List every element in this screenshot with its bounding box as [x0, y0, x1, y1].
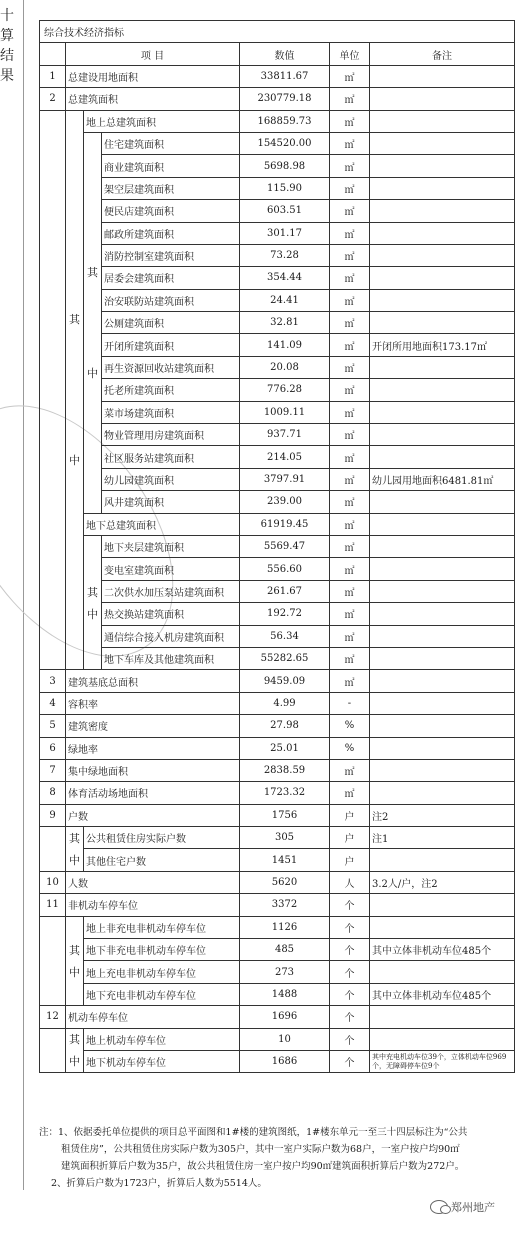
row-name: 绿地率: [66, 737, 240, 759]
row-value: 239.00: [240, 491, 330, 513]
row-unit: ㎡: [330, 468, 370, 490]
table-row: [40, 177, 515, 199]
row-value: 10: [240, 1028, 330, 1050]
row-number-blank: [40, 110, 66, 670]
row-name: 幼儿园建筑面积: [102, 468, 240, 490]
row-value: 25.01: [240, 737, 330, 759]
row-remark: [370, 267, 515, 289]
table-row: [40, 401, 515, 423]
row-unit: ㎡: [330, 580, 370, 602]
note-line: 2、折算后户数为1723户，折算后人数为5514人。: [51, 1178, 267, 1189]
row-number-blank: [40, 1028, 66, 1073]
table-row: [40, 155, 515, 177]
row-value: 141.09: [240, 334, 330, 356]
table-row: [40, 939, 515, 961]
row-remark: [370, 558, 515, 580]
row-remark: [370, 424, 515, 446]
row-unit: ㎡: [330, 424, 370, 446]
row-remark: [370, 88, 515, 110]
row-value: 27.98: [240, 715, 330, 737]
row-name: 二次供水加压泵站建筑面积: [102, 580, 240, 602]
table-row: [40, 1050, 515, 1072]
row-number: 5: [40, 715, 66, 737]
row-name: 消防控制室建筑面积: [102, 244, 240, 266]
row-unit: %: [330, 737, 370, 759]
table-row: [40, 312, 515, 334]
row-number: 3: [40, 670, 66, 692]
row-remark: 开闭所用地面积173.17㎡: [370, 334, 515, 356]
table-row: [40, 200, 515, 222]
row-unit: ㎡: [330, 625, 370, 647]
row-value: 61919.45: [240, 513, 330, 535]
table-row: [40, 424, 515, 446]
row-remark: [370, 244, 515, 266]
row-remark: [370, 379, 515, 401]
row-unit: ㎡: [330, 558, 370, 580]
row-remark: [370, 849, 515, 871]
row-number: 2: [40, 88, 66, 110]
row-remark: [370, 1006, 515, 1028]
row-value: 1488: [240, 983, 330, 1005]
row-name: 社区服务站建筑面积: [102, 446, 240, 468]
table-row: [40, 132, 515, 154]
header-remark: 备注: [370, 43, 515, 65]
row-value: 2838.59: [240, 759, 330, 781]
row-remark: 3.2人/户，注2: [370, 871, 515, 893]
row-value: 56.34: [240, 625, 330, 647]
row-unit: ㎡: [330, 401, 370, 423]
group-label-zhong: 中: [87, 367, 98, 381]
row-value: 3797.91: [240, 468, 330, 490]
table-row: [40, 894, 515, 916]
row-name: 地下总建筑面积: [84, 513, 240, 535]
row-remark: [370, 916, 515, 938]
table-row: [40, 65, 515, 87]
row-number: 6: [40, 737, 66, 759]
table-row: [40, 625, 515, 647]
row-name: 托老所建筑面积: [102, 379, 240, 401]
row-unit: ㎡: [330, 356, 370, 378]
row-remark: [370, 1028, 515, 1050]
row-name: 人数: [66, 871, 240, 893]
row-value: 273: [240, 961, 330, 983]
row-value: 73.28: [240, 244, 330, 266]
row-remark: [370, 446, 515, 468]
row-remark: [370, 625, 515, 647]
row-name: 机动车停车位: [66, 1006, 240, 1028]
group-label-qi: 其: [69, 831, 80, 845]
row-value: 9459.09: [240, 670, 330, 692]
row-value: 5698.98: [240, 155, 330, 177]
row-unit: 个: [330, 894, 370, 916]
table-row: [40, 849, 515, 871]
wechat-icon: [430, 1200, 448, 1214]
row-unit: 户: [330, 849, 370, 871]
row-name: 地下非充电非机动车停车位: [84, 939, 240, 961]
row-unit: -: [330, 692, 370, 714]
row-remark: [370, 647, 515, 669]
row-unit: ㎡: [330, 312, 370, 334]
row-value: 32.81: [240, 312, 330, 334]
row-unit: ㎡: [330, 513, 370, 535]
row-value: 5620: [240, 871, 330, 893]
side-char: 果: [0, 68, 14, 84]
table-row: [40, 110, 515, 132]
row-value: 556.60: [240, 558, 330, 580]
row-remark: [370, 670, 515, 692]
row-value: 5569.47: [240, 535, 330, 557]
table-row: [40, 513, 515, 535]
row-unit: 个: [330, 1028, 370, 1050]
row-unit: ㎡: [330, 759, 370, 781]
row-value: 305: [240, 827, 330, 849]
row-remark: 其中充电机动车位39个，立体机动车位969个，无障碍停车位9个: [370, 1050, 515, 1072]
row-name: 物业管理用房建筑面积: [102, 424, 240, 446]
side-char: 十: [0, 8, 14, 24]
row-name: 地下机动车停车位: [84, 1050, 240, 1072]
table-row: [40, 871, 515, 893]
row-value: 214.05: [240, 446, 330, 468]
row-value: 1451: [240, 849, 330, 871]
row-value: 55282.65: [240, 647, 330, 669]
table-row: [40, 603, 515, 625]
row-name: 通信综合接入机房建筑面积: [102, 625, 240, 647]
row-number: 9: [40, 804, 66, 826]
row-value: 115.90: [240, 177, 330, 199]
header-unit: 单位: [330, 43, 370, 65]
row-value: 230779.18: [240, 88, 330, 110]
row-remark: [370, 401, 515, 423]
row-value: 485: [240, 939, 330, 961]
notes-prefix: 注：: [39, 1127, 59, 1138]
header-row: [40, 43, 515, 65]
row-value: 20.08: [240, 356, 330, 378]
table-row: [40, 244, 515, 266]
row-name: 其他住宅户数: [84, 849, 240, 871]
row-unit: %: [330, 715, 370, 737]
logo-text: 郑州地产: [451, 1201, 495, 1214]
row-remark: 注1: [370, 827, 515, 849]
row-name: 变电室建筑面积: [102, 558, 240, 580]
row-name: 再生资源回收站建筑面积: [102, 356, 240, 378]
table-row: [40, 737, 515, 759]
group-label: [66, 916, 84, 1006]
row-name: 邮政所建筑面积: [102, 222, 240, 244]
row-name: 架空层建筑面积: [102, 177, 240, 199]
table-row: [40, 558, 515, 580]
row-value: 154520.00: [240, 132, 330, 154]
row-unit: ㎡: [330, 177, 370, 199]
row-name: 居委会建筑面积: [102, 267, 240, 289]
row-value: 168859.73: [240, 110, 330, 132]
row-name: 建筑密度: [66, 715, 240, 737]
side-characters: [0, 8, 14, 84]
row-value: 1756: [240, 804, 330, 826]
group-label-zhong: 中: [69, 853, 80, 867]
group-label: [84, 132, 102, 513]
note-line: 1、依据委托单位提供的项目总平面图和1#楼的建筑图纸，1#楼东单元一至三十四层标注为“公共: [58, 1127, 468, 1138]
row-name: 非机动车停车位: [66, 894, 240, 916]
table-row: [40, 491, 515, 513]
row-value: 1009.11: [240, 401, 330, 423]
group-label-qi: 其: [69, 1033, 80, 1047]
notes-block: [39, 1124, 517, 1192]
row-remark: [370, 692, 515, 714]
row-remark: [370, 759, 515, 781]
row-number: 10: [40, 871, 66, 893]
row-value: 192.72: [240, 603, 330, 625]
group-label-zhong: 中: [87, 607, 98, 621]
row-remark: [370, 177, 515, 199]
row-unit: ㎡: [330, 155, 370, 177]
row-name: 地下充电非机动车停车位: [84, 983, 240, 1005]
row-remark: [370, 110, 515, 132]
row-name: 热交换站建筑面积: [102, 603, 240, 625]
row-remark: [370, 356, 515, 378]
row-unit: ㎡: [330, 200, 370, 222]
row-value: 1696: [240, 1006, 330, 1028]
row-remark: 其中立体非机动车位485个: [370, 983, 515, 1005]
row-unit: 个: [330, 1050, 370, 1072]
row-name: 开闭所建筑面积: [102, 334, 240, 356]
row-remark: [370, 737, 515, 759]
row-name: 地下夹层建筑面积: [102, 535, 240, 557]
row-remark: [370, 782, 515, 804]
table-row: [40, 983, 515, 1005]
row-name: 公厕建筑面积: [102, 312, 240, 334]
row-number-blank: [40, 827, 66, 872]
group-label-qi: 其: [69, 313, 80, 327]
group-label-zhong: 中: [69, 1055, 80, 1069]
table-row: [40, 535, 515, 557]
row-number: 1: [40, 65, 66, 87]
row-remark: [370, 715, 515, 737]
row-remark: [370, 535, 515, 557]
table-row: [40, 647, 515, 669]
row-unit: 个: [330, 939, 370, 961]
row-name: 地上机动车停车位: [84, 1028, 240, 1050]
row-name: 建筑基底总面积: [66, 670, 240, 692]
group-label: [84, 535, 102, 669]
row-value: 3372: [240, 894, 330, 916]
table-row: [40, 289, 515, 311]
row-unit: ㎡: [330, 782, 370, 804]
economic-indicators-table: [39, 20, 515, 1073]
group-label: [66, 1028, 84, 1073]
row-name: 便民店建筑面积: [102, 200, 240, 222]
row-unit: ㎡: [330, 132, 370, 154]
row-remark: 其中立体非机动车位485个: [370, 939, 515, 961]
row-value: 24.41: [240, 289, 330, 311]
group-label-qi: 其: [87, 585, 98, 599]
row-value: 1686: [240, 1050, 330, 1072]
row-name: 菜市场建筑面积: [102, 401, 240, 423]
group-label-qi: 其: [87, 266, 98, 280]
note-line: 建筑面积折算后户数为35户，故公共租赁住房一室户按户均90㎡建筑面积折算后户数为272户。: [61, 1161, 465, 1172]
row-unit: 户: [330, 804, 370, 826]
row-remark: [370, 155, 515, 177]
row-value: 301.17: [240, 222, 330, 244]
row-name: 住宅建筑面积: [102, 132, 240, 154]
table-row: [40, 827, 515, 849]
row-number: 11: [40, 894, 66, 916]
row-remark: [370, 894, 515, 916]
row-name: 总建设用地面积: [66, 65, 240, 87]
table-row: [40, 334, 515, 356]
table-caption: 综合技术经济指标: [40, 21, 515, 43]
row-name: 总建筑面积: [66, 88, 240, 110]
table-row: [40, 88, 515, 110]
row-remark: [370, 222, 515, 244]
row-unit: ㎡: [330, 88, 370, 110]
table-row: [40, 961, 515, 983]
row-unit: ㎡: [330, 267, 370, 289]
row-unit: ㎡: [330, 222, 370, 244]
row-unit: 个: [330, 961, 370, 983]
row-unit: ㎡: [330, 244, 370, 266]
header-item: 项 目: [66, 43, 240, 65]
row-remark: [370, 289, 515, 311]
table-row: [40, 804, 515, 826]
table-row: [40, 692, 515, 714]
row-value: 33811.67: [240, 65, 330, 87]
row-name: 地上非充电非机动车停车位: [84, 916, 240, 938]
header-value: 数值: [240, 43, 330, 65]
row-number: 8: [40, 782, 66, 804]
page-divider: [23, 0, 24, 1190]
row-value: 261.67: [240, 580, 330, 602]
table-row: [40, 1028, 515, 1050]
table-row: [40, 468, 515, 490]
table-row: [40, 916, 515, 938]
row-name: 治安联防站建筑面积: [102, 289, 240, 311]
row-number: 7: [40, 759, 66, 781]
row-name: 户数: [66, 804, 240, 826]
side-char: 算: [0, 28, 14, 44]
row-value: 1126: [240, 916, 330, 938]
group-label: [66, 827, 84, 872]
table-row: [40, 670, 515, 692]
group-label-zhong: 中: [69, 965, 80, 979]
row-unit: ㎡: [330, 110, 370, 132]
row-remark: [370, 200, 515, 222]
row-unit: 人: [330, 871, 370, 893]
row-unit: ㎡: [330, 379, 370, 401]
row-name: 地上充电非机动车停车位: [84, 961, 240, 983]
table-row: [40, 782, 515, 804]
row-unit: ㎡: [330, 65, 370, 87]
table-row: [40, 759, 515, 781]
group-label: [66, 110, 84, 670]
row-value: 4.99: [240, 692, 330, 714]
row-remark: [370, 132, 515, 154]
row-name: 集中绿地面积: [66, 759, 240, 781]
table-row: [40, 222, 515, 244]
row-name: 体育活动场地面积: [66, 782, 240, 804]
row-unit: ㎡: [330, 647, 370, 669]
row-name: 风井建筑面积: [102, 491, 240, 513]
row-unit: ㎡: [330, 289, 370, 311]
row-remark: [370, 961, 515, 983]
row-value: 776.28: [240, 379, 330, 401]
row-remark: [370, 65, 515, 87]
row-unit: ㎡: [330, 334, 370, 356]
row-unit: 户: [330, 827, 370, 849]
row-value: 603.51: [240, 200, 330, 222]
row-name: 公共租赁住房实际户数: [84, 827, 240, 849]
table-row: [40, 356, 515, 378]
table-row: [40, 1006, 515, 1028]
row-remark: 注2: [370, 804, 515, 826]
row-remark: 幼儿园用地面积6481.81㎡: [370, 468, 515, 490]
row-unit: 个: [330, 916, 370, 938]
row-unit: ㎡: [330, 670, 370, 692]
row-name: 地上总建筑面积: [84, 110, 240, 132]
row-unit: ㎡: [330, 491, 370, 513]
table-row: [40, 715, 515, 737]
row-number-blank: [40, 916, 66, 1006]
note-line: 租赁住房”，公共租赁住房实际户数为305户，其中一室户实际户数为68户，一室户按户均90㎡: [61, 1144, 460, 1155]
row-remark: [370, 312, 515, 334]
row-value: 354.44: [240, 267, 330, 289]
row-name: 地下车库及其他建筑面积: [102, 647, 240, 669]
group-label-zhong: 中: [69, 454, 80, 468]
table-row: [40, 379, 515, 401]
row-remark: [370, 580, 515, 602]
row-number: 12: [40, 1006, 66, 1028]
row-value: 937.71: [240, 424, 330, 446]
row-remark: [370, 513, 515, 535]
side-char: 结: [0, 48, 14, 64]
row-unit: ㎡: [330, 603, 370, 625]
row-unit: ㎡: [330, 446, 370, 468]
row-name: 商业建筑面积: [102, 155, 240, 177]
row-unit: ㎡: [330, 535, 370, 557]
row-number: 4: [40, 692, 66, 714]
table-row: [40, 267, 515, 289]
row-value: 1723.32: [240, 782, 330, 804]
table-row: [40, 446, 515, 468]
row-name: 容积率: [66, 692, 240, 714]
row-unit: 个: [330, 1006, 370, 1028]
row-remark: [370, 603, 515, 625]
logo: [430, 1199, 495, 1215]
group-label-qi: 其: [69, 943, 80, 957]
row-remark: [370, 491, 515, 513]
row-unit: 个: [330, 983, 370, 1005]
table-row: [40, 580, 515, 602]
